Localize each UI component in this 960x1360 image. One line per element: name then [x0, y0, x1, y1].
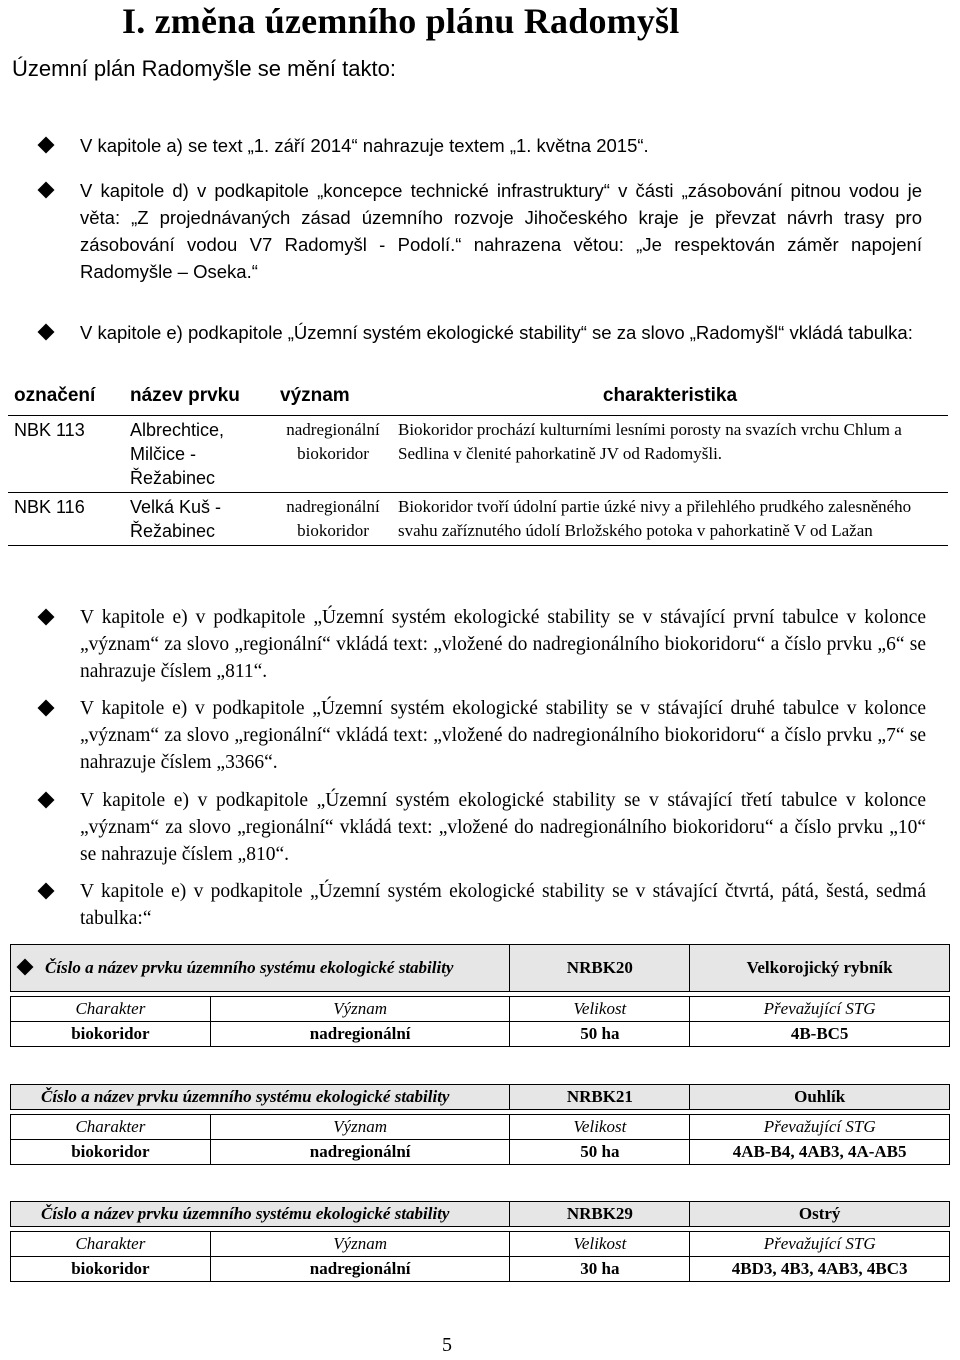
cell-nazev: Albrechtice, Milčice - Řežabinec — [124, 416, 274, 493]
table-row — [8, 416, 948, 493]
bullet-text: V kapitole e) v podkapitole „Územní systém ekologické stability se v stávající třetí tabulce v kolonce „význam“ za slovo „regionální“ vkládá text: „vložené do nadregionálního biokoridoru“ a číslo prvku „10“ se nahrazuje číslem „810“. — [80, 790, 926, 865]
stg-columns-row — [11, 1232, 950, 1257]
stg-name: Velkorojický rybník — [690, 945, 950, 992]
stg-table-nrbk20 — [10, 944, 950, 1047]
stg-table-nrbk21 — [10, 1084, 950, 1165]
stg-val-charakter: biokoridor — [11, 1257, 211, 1282]
nbk-header-row — [8, 381, 948, 416]
stg-code: NRBK29 — [510, 1202, 690, 1227]
diamond-bullet-icon — [38, 182, 55, 199]
stg-code: NRBK20 — [510, 945, 690, 992]
bullet-item — [40, 787, 926, 871]
cell-vyznam: nadregionální biokoridor — [274, 493, 392, 546]
bullet-text: V kapitole e) podkapitole „Územní systém ekologické stability“ se za slovo „Radomyšl“ vkládá tabulka: — [80, 322, 913, 343]
stg-table-nrbk29 — [10, 1201, 950, 1282]
header-vyznam: význam — [274, 381, 392, 416]
stg-val-vyznam: nadregionální — [210, 1022, 510, 1047]
bullet-text: V kapitole d) v podkapitole „koncepce technické infrastruktury“ v části „zásobování pitnou vodou je věta: „Z projednávaných zásad územního rozvoje Jihočeského kraje je převzat návrh trasy pro zásobování vodou V7 Radomyšl - Podolí.“ nahrazena větou: „Je respektován záměr napojení Radomyšle – Oseka.“ — [80, 180, 922, 282]
cell-charakteristika: Biokoridor tvoří údolní partie úzké nivy a přilehlého prudkého zalesněného svahu zaříznutého údolí Brložského potoka v pahorkatině V od Lažan — [392, 493, 948, 546]
bullet-text: V kapitole e) v podkapitole „Územní systém ekologické stability se v stávající čtvrtá, pátá, šestá, sedmá tabulka:“ — [80, 881, 926, 929]
bullet-item — [40, 177, 920, 287]
stg-col-vyznam: Význam — [210, 997, 510, 1022]
stg-val-velikost: 50 ha — [510, 1140, 690, 1165]
diamond-bullet-icon — [38, 137, 55, 154]
stg-val-stg: 4BD3, 4B3, 4AB3, 4BC3 — [690, 1257, 950, 1282]
cell-vyznam: nadregionální biokoridor — [274, 416, 392, 493]
cell-oznaceni: NBK 113 — [8, 416, 124, 493]
page-title: I. změna územního plánu Radomyšl — [122, 1, 680, 41]
bullet-item — [40, 604, 926, 688]
table-row — [8, 493, 948, 546]
stg-code: NRBK21 — [510, 1085, 690, 1110]
stg-col-stg: Převažující STG — [690, 997, 950, 1022]
stg-label: Číslo a název prvku územního systému ekologické stability — [11, 1202, 510, 1227]
stg-col-vyznam: Význam — [210, 1115, 510, 1140]
bullet-item — [40, 878, 926, 934]
stg-col-velikost: Velikost — [510, 1115, 690, 1140]
stg-val-velikost: 50 ha — [510, 1022, 690, 1047]
diamond-bullet-icon — [38, 609, 55, 626]
bullet-text: V kapitole a) se text „1. září 2014“ nahrazuje textem „1. května 2015“. — [80, 135, 649, 156]
bullet-text: V kapitole e) v podkapitole „Územní systém ekologické stability se v stávající první tabulce v kolonce „význam“ za slovo „regionální“ vkládá text: „vložené do nadregionálního biokoridoru“ a číslo prvku „6“ se nahrazuje číslem „811“. — [80, 607, 926, 682]
stg-label: Číslo a název prvku územního systému ekologické stability — [11, 1085, 510, 1110]
cell-charakteristika: Biokoridor prochází kulturními lesními porosty na svazích vrchu Chlum a Sedlina v členité pahorkatině JV od Radomyšli. — [392, 416, 948, 493]
nbk-table — [8, 381, 948, 546]
diamond-bullet-icon — [38, 792, 55, 809]
stg-col-vyznam: Význam — [210, 1232, 510, 1257]
stg-values-row — [11, 1140, 950, 1165]
bullet-text: V kapitole e) v podkapitole „Územní systém ekologické stability se v stávající druhé tabulce v kolonce „význam“ za slovo „regionální“ vkládá text: „vložené do nadregionálního biokoridoru“ a číslo prvku „7“ se nahrazuje číslem „3366“. — [80, 698, 926, 773]
stg-val-charakter: biokoridor — [11, 1022, 211, 1047]
stg-header-row — [11, 1202, 950, 1227]
bullet-item — [40, 132, 920, 162]
stg-values-row — [11, 1257, 950, 1282]
header-nazev: název prvku — [124, 381, 274, 416]
stg-col-stg: Převažující STG — [690, 1115, 950, 1140]
header-charakteristika: charakteristika — [392, 381, 948, 416]
stg-name: Ouhlík — [690, 1085, 950, 1110]
stg-col-charakter: Charakter — [11, 1115, 211, 1140]
stg-name: Ostrý — [690, 1202, 950, 1227]
stg-val-stg: 4AB-B4, 4AB3, 4A-AB5 — [690, 1140, 950, 1165]
page-subtitle: Územní plán Radomyšle se mění takto: — [12, 56, 396, 81]
bullet-item — [40, 319, 920, 375]
stg-col-stg: Převažující STG — [690, 1232, 950, 1257]
diamond-bullet-icon — [38, 700, 55, 717]
cell-nazev: Velká Kuš - Řežabinec — [124, 493, 274, 546]
stg-header-row — [11, 945, 950, 992]
cell-oznaceni: NBK 116 — [8, 493, 124, 546]
stg-columns-row — [11, 997, 950, 1022]
stg-val-stg: 4B-BC5 — [690, 1022, 950, 1047]
stg-val-vyznam: nadregionální — [210, 1257, 510, 1282]
stg-label-cell — [11, 945, 510, 992]
stg-col-velikost: Velikost — [510, 997, 690, 1022]
stg-columns-row — [11, 1115, 950, 1140]
stg-col-charakter: Charakter — [11, 997, 211, 1022]
stg-col-charakter: Charakter — [11, 1232, 211, 1257]
diamond-bullet-icon — [38, 324, 55, 341]
bullet-item — [40, 695, 926, 779]
stg-val-velikost: 30 ha — [510, 1257, 690, 1282]
stg-label: Číslo a název prvku územního systému ekologické stability — [45, 958, 454, 977]
stg-values-row — [11, 1022, 950, 1047]
diamond-bullet-icon — [17, 959, 34, 976]
page-number: 5 — [442, 1334, 452, 1356]
stg-val-charakter: biokoridor — [11, 1140, 211, 1165]
stg-col-velikost: Velikost — [510, 1232, 690, 1257]
stg-val-vyznam: nadregionální — [210, 1140, 510, 1165]
stg-header-row — [11, 1085, 950, 1110]
header-oznaceni: označení — [8, 381, 124, 416]
diamond-bullet-icon — [38, 883, 55, 900]
